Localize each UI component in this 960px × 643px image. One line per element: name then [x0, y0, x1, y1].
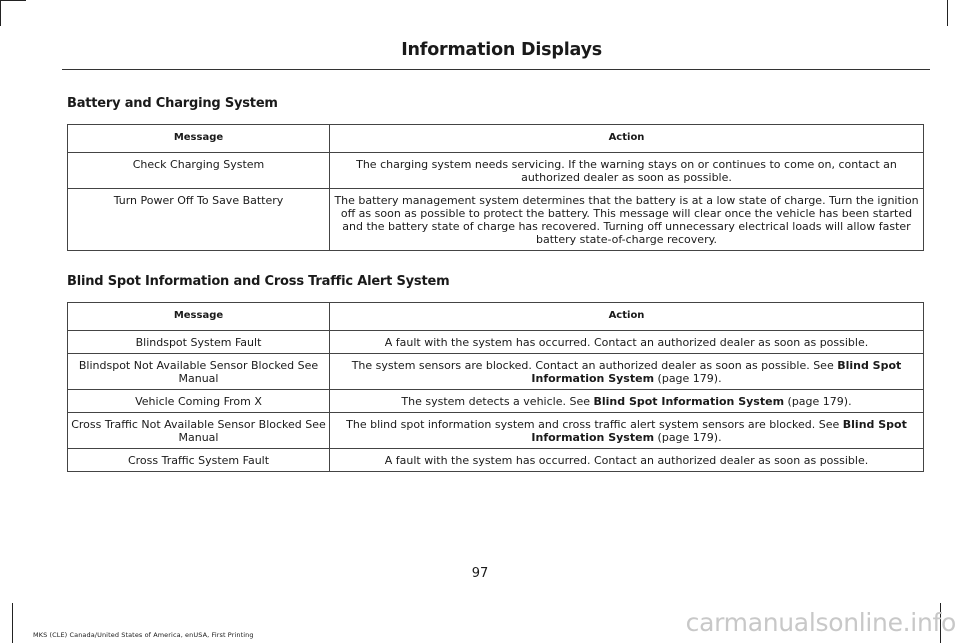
message-cell: Blindspot Not Available Sensor Blocked See Manual [68, 354, 330, 390]
action-cell [330, 449, 924, 472]
action-text: A fault with the system has occurred. Contact an authorized dealer as soon as possible. [384, 454, 869, 467]
table-row [68, 153, 924, 189]
message-cell: Cross Traffic Not Available Sensor Blocked See Manual [68, 413, 330, 449]
page-reference: (page 179). [784, 395, 852, 408]
action-text: The blind spot information system and cross traffic alert system sensors are blocked. See [346, 418, 843, 431]
table-row [68, 331, 924, 354]
crop-mark [0, 0, 26, 1]
crop-mark [12, 603, 13, 643]
section-title-blind-spot: Blind Spot Information and Cross Traffic Alert System [67, 274, 450, 289]
table-row [68, 189, 924, 251]
page-number: 97 [471, 566, 489, 581]
message-cell: Vehicle Coming From X [68, 390, 330, 413]
action-text: The system sensors are blocked. Contact an authorized dealer as soon as possible. See [351, 359, 838, 372]
message-cell: Check Charging System [68, 153, 330, 189]
column-header-action: Action [330, 303, 924, 331]
table-row [68, 354, 924, 390]
cross-reference-link[interactable]: Blind Spot Information System [531, 418, 907, 444]
cross-reference-link[interactable]: Blind Spot Information System [531, 359, 902, 385]
action-cell [330, 390, 924, 413]
action-cell [330, 413, 924, 449]
table-header-row [68, 125, 924, 153]
cross-reference-link[interactable]: Blind Spot Information System [593, 395, 785, 408]
action-cell [330, 354, 924, 390]
table-header-row [68, 303, 924, 331]
action-cell: The charging system needs servicing. If the warning stays on or continues to come on, contact an authorized dealer as soon as possible. [330, 153, 924, 189]
crop-mark [947, 0, 948, 26]
action-cell: The battery management system determines that the battery is at a low state of charge. Turn the ignition off as soon as possible to protect the battery. This message will clear once the vehicle has been started and the battery state of charge has recovered. Turning off unnecessary electrical loads will allow faster battery state-of-charge recovery. [330, 189, 924, 251]
header-divider [62, 69, 930, 70]
crop-mark [0, 0, 1, 26]
table-row [68, 449, 924, 472]
blind-spot-table [67, 302, 924, 472]
action-cell [330, 331, 924, 354]
battery-table [67, 124, 924, 251]
edition-footer: MKS (CLE) Canada/United States of America, enUSA, First Printing [33, 631, 254, 639]
column-header-message: Message [68, 125, 330, 153]
message-cell: Cross Traffic System Fault [68, 449, 330, 472]
column-header-message: Message [68, 303, 330, 331]
table-row [68, 413, 924, 449]
table-row [68, 390, 924, 413]
column-header-action: Action [330, 125, 924, 153]
action-text: The system detects a vehicle. See [401, 395, 594, 408]
section-title-battery: Battery and Charging System [67, 96, 278, 111]
message-cell: Turn Power Off To Save Battery [68, 189, 330, 251]
page-title: Information Displays [401, 40, 602, 60]
page-reference: (page 179). [654, 372, 722, 385]
watermark: carmanualsonline.info [685, 608, 956, 637]
message-cell: Blindspot System Fault [68, 331, 330, 354]
page-reference: (page 179). [654, 431, 722, 444]
action-text: A fault with the system has occurred. Contact an authorized dealer as soon as possible. [384, 336, 869, 349]
